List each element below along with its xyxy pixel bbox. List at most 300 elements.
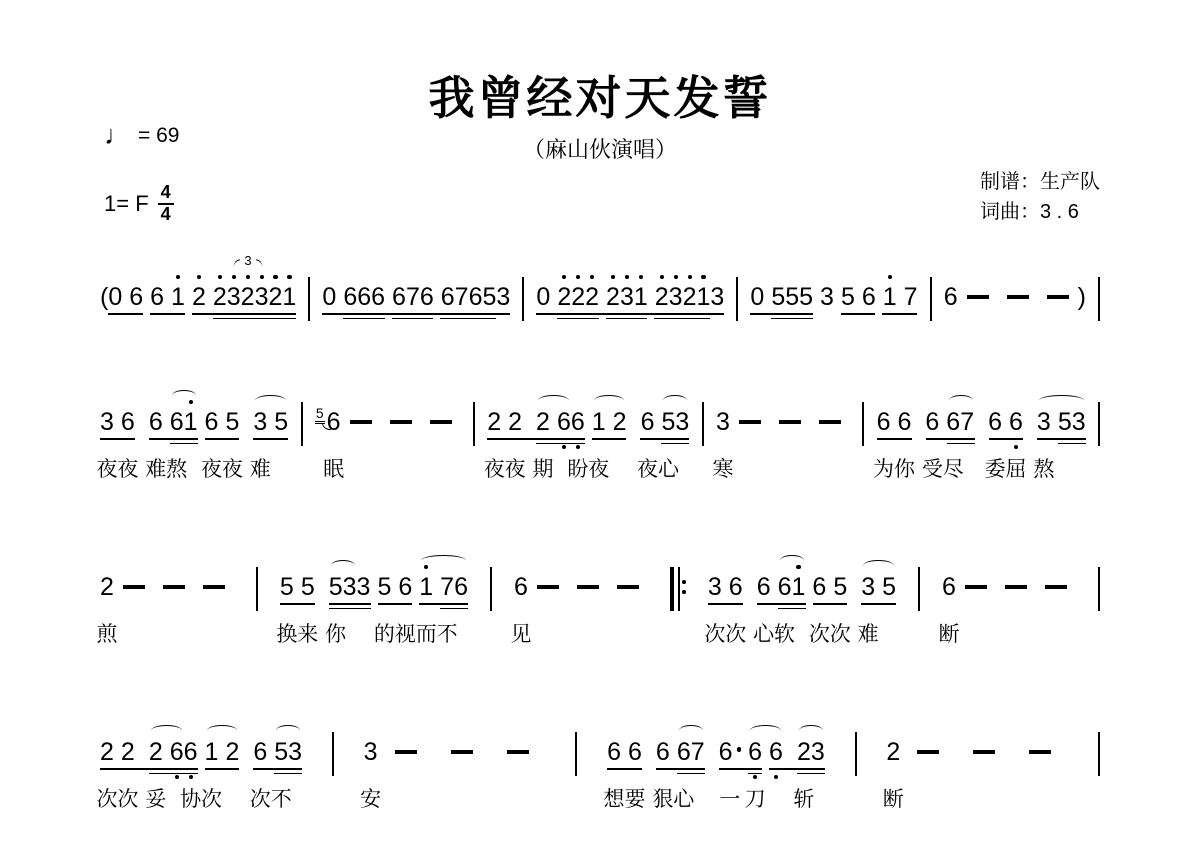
- beam: [253, 438, 288, 440]
- note: [771, 282, 785, 312]
- octave-dot-high: [176, 275, 180, 279]
- octave-dot-low: [576, 445, 580, 449]
- beam: [150, 313, 185, 315]
- credit-composer: 词曲：3 . 6: [980, 201, 1079, 223]
- note: [704, 572, 726, 646]
- note-digit: 6: [756, 573, 771, 601]
- note-digit: 2: [100, 738, 114, 766]
- lyric: 为: [873, 458, 895, 481]
- note: [808, 572, 830, 646]
- dash-rest: [577, 572, 599, 602]
- note: [129, 282, 143, 312]
- note: [96, 572, 118, 646]
- beam: [813, 603, 847, 605]
- note: [820, 282, 834, 312]
- note-digit: 1: [204, 738, 219, 766]
- note-digit: 1: [591, 408, 606, 436]
- note: [624, 737, 646, 811]
- octave-dot-high: [611, 275, 615, 279]
- note: [343, 282, 357, 312]
- note: [841, 282, 855, 312]
- lyric: 夜: [504, 458, 526, 481]
- note: [657, 407, 679, 481]
- dash-rest: [350, 407, 372, 437]
- note-digit: 2: [100, 573, 114, 601]
- beam: [947, 443, 975, 445]
- lyric: 难: [145, 458, 167, 481]
- beam: [343, 318, 385, 320]
- note: [282, 282, 296, 312]
- note-digit: 6: [1009, 408, 1023, 436]
- note-digit: 5: [300, 573, 315, 601]
- beam: [536, 313, 724, 315]
- lyric: 屈: [1005, 458, 1027, 481]
- note-digit: 5: [840, 283, 855, 311]
- note: [268, 282, 282, 312]
- note: [634, 282, 648, 312]
- octave-dot-high: [273, 275, 277, 279]
- note-digit: 6: [120, 408, 135, 436]
- barline: [473, 402, 475, 446]
- octave-dot-high: [639, 275, 643, 279]
- lyric: 夜: [117, 458, 139, 481]
- octave-dot-high: [888, 275, 892, 279]
- note-digit: 5: [771, 283, 786, 311]
- note: [532, 407, 554, 481]
- lyric: 断: [882, 788, 904, 811]
- note-digit: 2: [654, 283, 669, 311]
- barline: [308, 277, 310, 321]
- beam: [440, 318, 496, 320]
- note: [696, 282, 710, 312]
- score-line: [96, 405, 1100, 481]
- score: [96, 0, 1100, 850]
- beam: [557, 318, 599, 320]
- beam: [654, 318, 710, 320]
- octave-dot-high: [674, 275, 678, 279]
- note-digit: 6: [419, 283, 434, 311]
- note: [652, 737, 674, 811]
- note-digit: 2: [148, 738, 163, 766]
- note-digit: 6: [253, 738, 268, 766]
- note: [276, 572, 298, 646]
- repeat-thick-bar: [670, 567, 675, 611]
- beam: [841, 313, 875, 315]
- lyric: 一: [719, 788, 741, 811]
- note-digit: 2: [240, 283, 255, 311]
- note: [691, 737, 705, 767]
- barline: [522, 277, 524, 321]
- lyric: 盼: [567, 458, 589, 481]
- note-digit: 3: [1071, 408, 1086, 436]
- paren-text: ): [1077, 283, 1086, 311]
- note: [799, 282, 813, 312]
- performer-subtitle: （麻山伙演唱）: [522, 137, 677, 162]
- note-digit: 6: [988, 408, 1003, 436]
- note-digit: 3: [710, 283, 725, 311]
- beam: [708, 603, 743, 605]
- measure: [704, 572, 897, 646]
- lyric: 寒: [712, 458, 734, 481]
- slur: [538, 395, 569, 406]
- lyric: 期: [532, 458, 554, 481]
- note: [942, 407, 964, 481]
- note-digit: 1: [171, 283, 185, 311]
- beam: [329, 608, 371, 610]
- lyric: 你: [893, 458, 915, 481]
- lyric: 断: [938, 623, 960, 646]
- octave-dot-low: [774, 775, 778, 779]
- beam: [205, 438, 239, 440]
- lyric: 心: [753, 623, 775, 646]
- note-digit: 6: [169, 738, 184, 766]
- note-digit: 3: [675, 408, 690, 436]
- note: [96, 737, 118, 811]
- barline: [862, 402, 864, 446]
- measure: [510, 572, 648, 646]
- note: [938, 572, 960, 646]
- note-digit: 6: [655, 738, 670, 766]
- measure: [873, 407, 1086, 481]
- slur: [421, 555, 466, 566]
- note-digit: 6: [148, 408, 163, 436]
- note: [241, 282, 255, 312]
- barline: [930, 277, 932, 321]
- note-digit: 1: [696, 283, 711, 311]
- triplet: [227, 253, 269, 269]
- note: [769, 737, 783, 767]
- dash-rest: [1045, 572, 1067, 602]
- note: [944, 282, 958, 312]
- slur: [663, 395, 687, 406]
- note-digit: 6: [628, 738, 642, 766]
- octave-dot-high: [660, 275, 664, 279]
- note-digit: 2: [120, 738, 135, 766]
- note-digit: 6: [946, 408, 961, 436]
- note: [536, 282, 550, 312]
- note: [225, 737, 239, 767]
- score-line: [100, 253, 1100, 321]
- note-digit: 6: [861, 283, 876, 311]
- note-digit: 1: [419, 573, 434, 601]
- note: [960, 407, 974, 437]
- beam: [606, 318, 647, 320]
- beam: [861, 603, 896, 605]
- beam: [771, 318, 813, 320]
- note-digit: 6: [728, 573, 743, 601]
- note-digit: 6: [769, 738, 783, 766]
- note-digit: 7: [903, 283, 918, 311]
- note: [606, 282, 620, 312]
- note: [249, 737, 271, 811]
- note-digit: 6: [897, 408, 912, 436]
- lyric: 协: [180, 788, 202, 811]
- octave-dot-low: [562, 445, 566, 449]
- note-digit: 2: [268, 283, 283, 311]
- dash-rest: [739, 407, 761, 437]
- barline: [918, 567, 920, 611]
- beam: [661, 443, 689, 445]
- note: [357, 572, 371, 602]
- slur: [780, 555, 804, 566]
- note-digit: 6: [204, 408, 219, 436]
- measure: [483, 407, 690, 481]
- slur: [949, 395, 973, 406]
- note-digit: 6: [925, 408, 940, 436]
- dash-rest: [819, 407, 841, 437]
- dash-rest: [617, 572, 639, 602]
- octave-dot-high: [576, 275, 580, 279]
- note: [753, 572, 775, 646]
- octave-dot-high: [218, 275, 222, 279]
- measure: [882, 737, 1068, 811]
- note-digit: 7: [960, 408, 975, 436]
- note: [683, 282, 697, 312]
- note: [1033, 407, 1055, 481]
- lyric: 而: [415, 623, 437, 646]
- lyric: 夜: [96, 458, 118, 481]
- note-digit: 2: [886, 738, 901, 766]
- note: [712, 407, 734, 481]
- note-digit: 5: [785, 283, 800, 311]
- lyric: 斩: [793, 788, 815, 811]
- note-digit: 5: [274, 408, 289, 436]
- note-digit: 1: [791, 573, 806, 601]
- triplet-number: 3: [244, 253, 252, 268]
- note: [406, 282, 420, 312]
- note: [882, 572, 896, 602]
- note-digit: 6: [718, 738, 733, 766]
- note-digit: 6: [440, 283, 455, 311]
- measure: [315, 405, 461, 481]
- note: [673, 737, 695, 811]
- beam: [108, 313, 143, 315]
- note-digit: 1: [183, 408, 198, 436]
- dash-rest: [507, 737, 529, 767]
- dash-rest: [973, 737, 995, 767]
- dash-rest: [1029, 737, 1051, 767]
- note-digit: 6: [326, 408, 341, 436]
- note-digit: 2: [571, 283, 586, 311]
- lyric: 视: [394, 623, 416, 646]
- note: [200, 407, 222, 481]
- dash-rest: [1007, 282, 1029, 312]
- beam: [778, 608, 806, 610]
- note: [145, 737, 167, 811]
- note-digit: 1: [633, 283, 648, 311]
- octave-dot-high: [232, 275, 236, 279]
- note-digit: 5: [279, 573, 294, 601]
- note: [893, 407, 915, 481]
- lyric: 次: [200, 788, 222, 811]
- dash-rest: [430, 407, 452, 437]
- note: [793, 737, 815, 811]
- octave-dot-high: [197, 275, 201, 279]
- lyric: 煎: [96, 623, 118, 646]
- song-title: 我曾经对天发誓: [428, 72, 772, 124]
- lyric: 夜: [637, 458, 659, 481]
- dash-rest: [163, 572, 185, 602]
- slur: [151, 725, 182, 736]
- barline: [855, 732, 857, 776]
- dash-rest: [1047, 282, 1069, 312]
- dash-rest: [451, 737, 473, 767]
- octave-dot-high: [701, 275, 705, 279]
- note: [357, 282, 371, 312]
- note: [637, 407, 659, 481]
- note: [603, 737, 625, 811]
- lyric: 难: [249, 458, 271, 481]
- note-digit: 2: [191, 283, 206, 311]
- lyric: 换: [276, 623, 298, 646]
- note: [227, 282, 241, 312]
- measure: [96, 572, 234, 646]
- note-digit: 5: [799, 283, 814, 311]
- beam: [989, 438, 1023, 440]
- repeat-start-sign: [670, 567, 686, 611]
- beam: [392, 318, 433, 320]
- beam: [280, 603, 315, 605]
- note-digit: 5: [274, 738, 289, 766]
- note-digit: 6: [943, 283, 958, 311]
- note-digit: 5: [482, 283, 497, 311]
- measure: [750, 282, 917, 312]
- note: [420, 282, 434, 312]
- note-digit: 5: [328, 573, 343, 601]
- note-digit: 6: [777, 573, 792, 601]
- note-digit: 3: [861, 573, 876, 601]
- note: [415, 572, 437, 646]
- note-digit: 5: [377, 573, 392, 601]
- note-digit: 7: [690, 738, 705, 766]
- note-digit: 6: [357, 283, 372, 311]
- note-digit: 6: [183, 738, 198, 766]
- note: [117, 407, 139, 481]
- note: [249, 407, 271, 481]
- beam: [192, 313, 296, 315]
- note-digit: 2: [536, 408, 550, 436]
- note: [710, 282, 724, 312]
- note-digit: 6: [398, 573, 413, 601]
- score-line: [96, 737, 1100, 811]
- octave-dot-high: [260, 275, 264, 279]
- slur: [863, 560, 894, 571]
- octave-dot-low: [753, 775, 757, 779]
- barline: [1098, 277, 1100, 321]
- note-digit: 3: [820, 283, 834, 311]
- note-digit: 2: [796, 738, 811, 766]
- beam: [677, 773, 705, 775]
- note: [270, 737, 292, 811]
- note: [322, 282, 336, 312]
- note-digit: 1: [282, 283, 297, 311]
- lyric: 想: [603, 788, 625, 811]
- beam: [149, 438, 198, 440]
- note-digit: 5: [661, 408, 676, 436]
- lyric: 夜: [200, 458, 222, 481]
- lyric: 夜: [483, 458, 505, 481]
- measure: [96, 407, 289, 481]
- note: [567, 407, 589, 481]
- lyric: 夜: [588, 458, 610, 481]
- note-digit: 7: [454, 283, 469, 311]
- measure: [276, 572, 468, 646]
- repeat-dot: [682, 590, 686, 594]
- lyric: 见: [510, 623, 532, 646]
- slur: [1039, 395, 1084, 406]
- lyric: 妥: [145, 788, 167, 811]
- lyric: 心: [673, 788, 695, 811]
- triplet-tick: [233, 259, 242, 268]
- note-digit: 6: [676, 738, 691, 766]
- beam: [419, 603, 468, 605]
- beam: [877, 438, 912, 440]
- measure: [322, 282, 510, 312]
- note: [718, 737, 742, 811]
- lyric: 次: [808, 623, 830, 646]
- note: [483, 407, 505, 481]
- measure: [712, 407, 850, 481]
- note-digit: 6: [343, 283, 358, 311]
- beam: [1037, 438, 1086, 440]
- note-digit: 6: [607, 738, 621, 766]
- measure: [536, 282, 724, 312]
- note-digit: 0: [108, 283, 123, 311]
- note-digit: 2: [487, 408, 502, 436]
- note: [166, 407, 188, 481]
- note-digit: 5: [225, 408, 240, 436]
- note-digit: 3: [715, 408, 730, 436]
- tempo-value: = 69: [138, 124, 180, 147]
- note-digit: 6: [556, 408, 571, 436]
- note: [469, 282, 483, 312]
- note: [620, 282, 634, 312]
- beam: [213, 318, 296, 320]
- dash-rest: [967, 282, 989, 312]
- octave-dot-low: [1014, 445, 1018, 449]
- note: [323, 407, 345, 481]
- beam: [100, 768, 198, 770]
- beam: [640, 438, 689, 440]
- lyric: 次: [249, 788, 271, 811]
- beam: [536, 443, 585, 445]
- note: [108, 282, 122, 312]
- lyric: 熬: [1033, 458, 1055, 481]
- paren-text: (: [100, 283, 109, 311]
- measure: [100, 253, 297, 312]
- note: [862, 282, 876, 312]
- lyric: 狠: [652, 788, 674, 811]
- dash-rest: [395, 737, 417, 767]
- note: [811, 737, 825, 767]
- note-digit: 6: [150, 283, 165, 311]
- note: [394, 572, 416, 646]
- lyric: 不: [270, 788, 292, 811]
- octave-dot-high: [287, 275, 291, 279]
- note: [571, 282, 585, 312]
- slur: [594, 395, 624, 406]
- note: [371, 282, 385, 312]
- note: [171, 282, 185, 312]
- note-digit: 2: [612, 408, 627, 436]
- note: [392, 282, 406, 312]
- beam: [205, 768, 239, 770]
- note-digit: 3: [619, 283, 634, 311]
- note: [557, 282, 571, 312]
- note: [588, 407, 610, 481]
- score-line: [96, 572, 1100, 646]
- note-digit: 5: [315, 406, 325, 424]
